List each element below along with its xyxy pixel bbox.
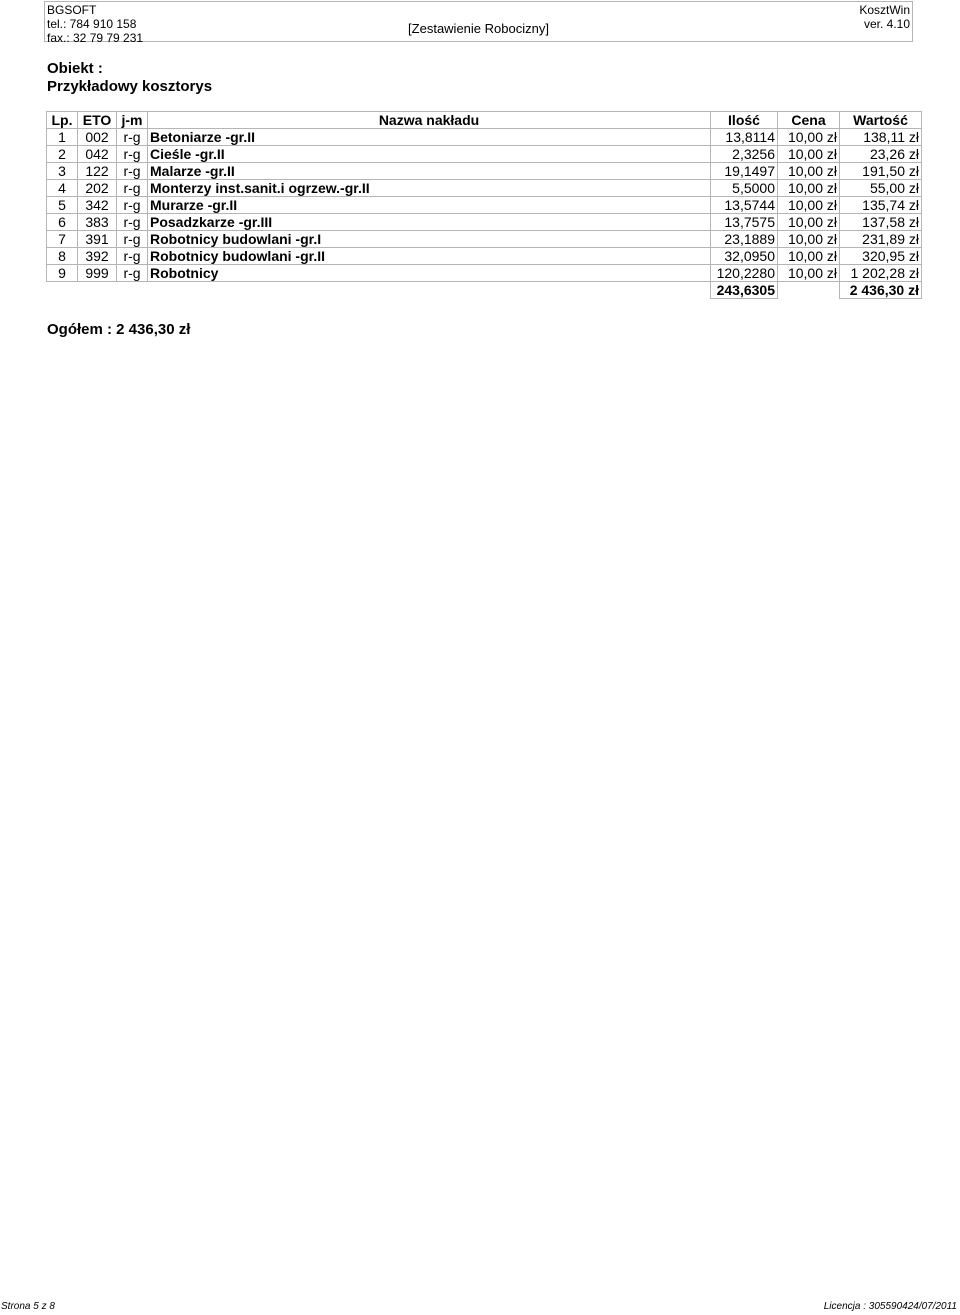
table-row xyxy=(47,163,922,180)
cell-lp: 7 xyxy=(47,231,78,248)
cell-eto: 342 xyxy=(78,197,117,214)
app-name: KosztWin xyxy=(859,3,910,17)
company-name: BGSOFT xyxy=(47,3,97,17)
cell-value: 138,11 zł xyxy=(840,129,922,146)
cell-name: Betoniarze -gr.II xyxy=(148,129,711,146)
cell-lp: 9 xyxy=(47,265,78,282)
grand-total: Ogółem : 2 436,30 zł xyxy=(47,321,191,338)
labor-table xyxy=(46,111,922,299)
cell-price: 10,00 zł xyxy=(778,146,840,163)
table-header-row xyxy=(47,112,922,129)
cell-lp: 3 xyxy=(47,163,78,180)
column-header-value: Wartość xyxy=(840,112,922,129)
cell-value: 1 202,28 zł xyxy=(840,265,922,282)
totals-row xyxy=(47,282,922,299)
cell-value: 23,26 zł xyxy=(840,146,922,163)
cell-unit: r-g xyxy=(117,248,148,265)
column-header-unit: j-m xyxy=(117,112,148,129)
cell-eto: 383 xyxy=(78,214,117,231)
cell-lp: 6 xyxy=(47,214,78,231)
cell-quantity: 32,0950 xyxy=(711,248,778,265)
cell-name: Cieśle -gr.II xyxy=(148,146,711,163)
cell-price: 10,00 zł xyxy=(778,163,840,180)
cell-quantity: 5,5000 xyxy=(711,180,778,197)
cell-eto: 392 xyxy=(78,248,117,265)
cell-unit: r-g xyxy=(117,231,148,248)
cell-unit: r-g xyxy=(117,163,148,180)
document-type: [Zestawienie Robocizny] xyxy=(408,21,549,36)
cell-price: 10,00 zł xyxy=(778,265,840,282)
company-fax: fax.: 32 79 79 231 xyxy=(47,31,144,45)
cell-name: Malarze -gr.II xyxy=(148,163,711,180)
cell-unit: r-g xyxy=(117,265,148,282)
column-header-lp: Lp. xyxy=(47,112,78,129)
cell-name: Robotnicy xyxy=(148,265,711,282)
column-header-quantity: Ilość xyxy=(711,112,778,129)
cell-unit: r-g xyxy=(117,197,148,214)
company-phone: tel.: 784 910 158 xyxy=(47,17,137,31)
table-row xyxy=(47,214,922,231)
cell-quantity: 19,1497 xyxy=(711,163,778,180)
cell-price: 10,00 zł xyxy=(778,180,840,197)
table-row xyxy=(47,248,922,265)
cell-quantity: 2,3256 xyxy=(711,146,778,163)
table-row xyxy=(47,180,922,197)
cell-quantity: 13,8114 xyxy=(711,129,778,146)
cell-name: Monterzy inst.sanit.i ogrzew.-gr.II xyxy=(148,180,711,197)
cell-unit: r-g xyxy=(117,129,148,146)
cell-name: Murarze -gr.II xyxy=(148,197,711,214)
cell-price: 10,00 zł xyxy=(778,231,840,248)
cell-price: 10,00 zł xyxy=(778,214,840,231)
cell-quantity: 23,1889 xyxy=(711,231,778,248)
total-quantity: 243,6305 xyxy=(711,282,778,299)
totals-price-spacer xyxy=(778,282,840,299)
cell-eto: 002 xyxy=(78,129,117,146)
cell-price: 10,00 zł xyxy=(778,248,840,265)
table-row xyxy=(47,197,922,214)
cell-quantity: 13,7575 xyxy=(711,214,778,231)
cell-eto: 391 xyxy=(78,231,117,248)
cell-lp: 2 xyxy=(47,146,78,163)
cell-value: 320,95 zł xyxy=(840,248,922,265)
page-header xyxy=(44,1,913,45)
cell-unit: r-g xyxy=(117,146,148,163)
cell-name: Robotnicy budowlani -gr.I xyxy=(148,231,711,248)
cell-price: 10,00 zł xyxy=(778,197,840,214)
cell-unit: r-g xyxy=(117,180,148,197)
cell-lp: 8 xyxy=(47,248,78,265)
column-header-eto: ETO xyxy=(78,112,117,129)
total-value: 2 436,30 zł xyxy=(840,282,922,299)
cell-lp: 4 xyxy=(47,180,78,197)
cell-quantity: 120,2280 xyxy=(711,265,778,282)
table-row xyxy=(47,231,922,248)
cell-value: 135,74 zł xyxy=(840,197,922,214)
cell-name: Posadzkarze -gr.III xyxy=(148,214,711,231)
table-row xyxy=(47,265,922,282)
cell-value: 191,50 zł xyxy=(840,163,922,180)
page-number: Strona 5 z 8 xyxy=(1,1301,55,1312)
column-header-price: Cena xyxy=(778,112,840,129)
object-info xyxy=(47,60,212,96)
cell-eto: 999 xyxy=(78,265,117,282)
cell-eto: 042 xyxy=(78,146,117,163)
cell-unit: r-g xyxy=(117,214,148,231)
cell-price: 10,00 zł xyxy=(778,129,840,146)
cell-eto: 122 xyxy=(78,163,117,180)
cell-quantity: 13,5744 xyxy=(711,197,778,214)
license-info: Licencja : 305590424/07/2011 xyxy=(823,1301,957,1312)
totals-spacer xyxy=(47,282,711,299)
cell-value: 231,89 zł xyxy=(840,231,922,248)
object-name: Przykładowy kosztorys xyxy=(47,78,213,95)
cell-value: 55,00 zł xyxy=(840,180,922,197)
column-header-name: Nazwa nakładu xyxy=(148,112,711,129)
cell-lp: 5 xyxy=(47,197,78,214)
app-info xyxy=(859,3,910,31)
table-row xyxy=(47,129,922,146)
cell-name: Robotnicy budowlani -gr.II xyxy=(148,248,711,265)
app-version: ver. 4.10 xyxy=(863,17,910,31)
table-row xyxy=(47,146,922,163)
cell-eto: 202 xyxy=(78,180,117,197)
object-label: Obiekt : xyxy=(47,60,103,77)
cell-value: 137,58 zł xyxy=(840,214,922,231)
cell-lp: 1 xyxy=(47,129,78,146)
